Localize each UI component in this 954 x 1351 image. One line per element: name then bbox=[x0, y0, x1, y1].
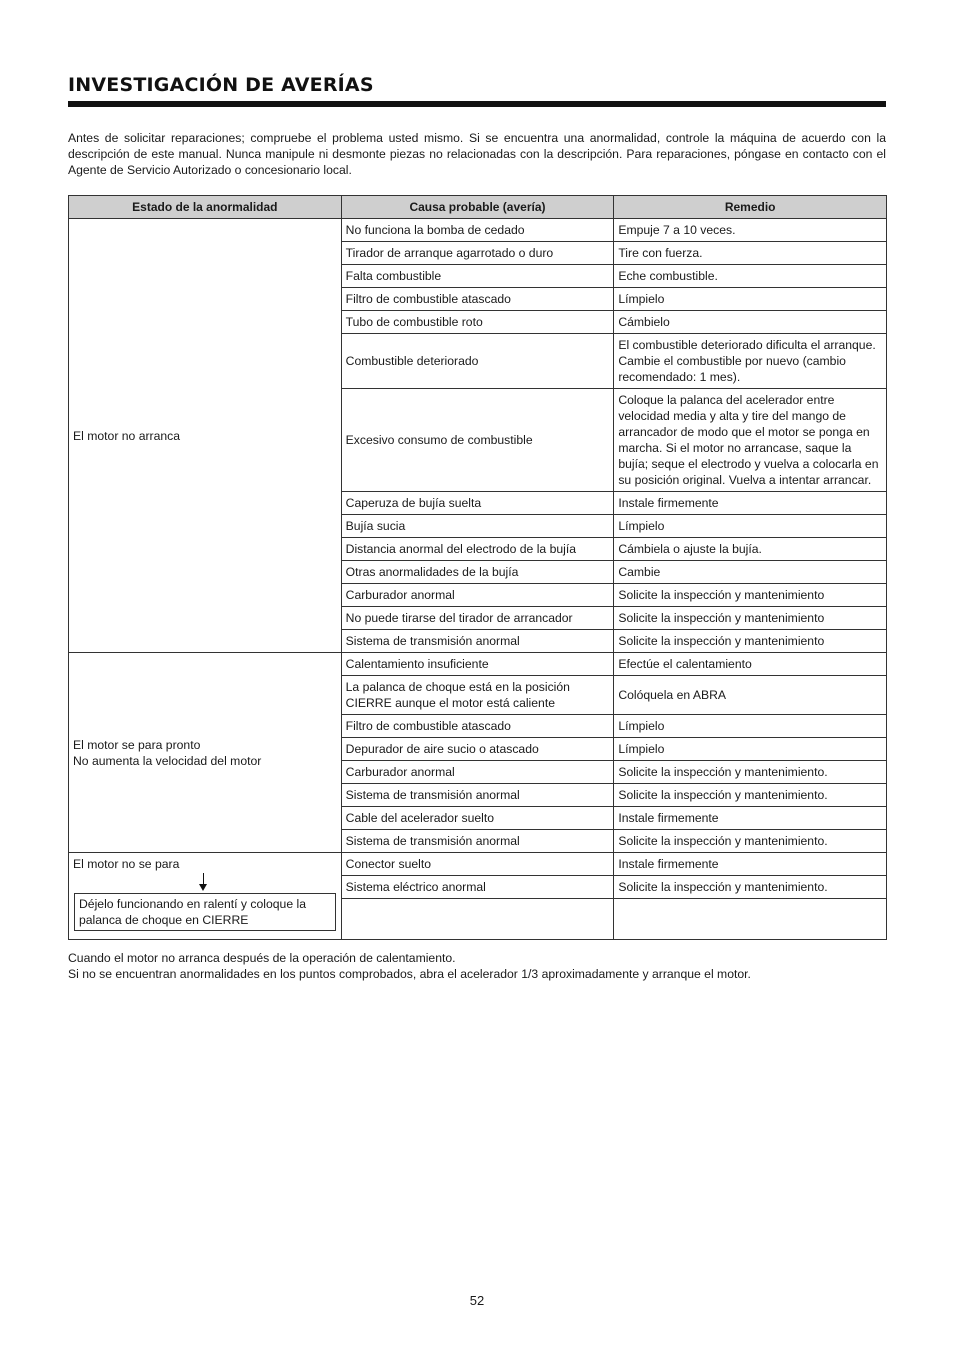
table-row bbox=[69, 219, 887, 242]
table-header-row bbox=[69, 196, 887, 219]
state-cell-no-start: El motor no arranca bbox=[69, 219, 342, 653]
page-number: 52 bbox=[469, 1293, 485, 1308]
remedy-cell: Solicite la inspección y mantenimiento. bbox=[614, 784, 887, 807]
state-cell-stops-soon bbox=[69, 653, 342, 853]
table-row bbox=[69, 853, 887, 876]
remedy-cell: Solicite la inspección y mantenimiento. bbox=[614, 830, 887, 853]
cause-cell: Filtro de combustible atascado bbox=[341, 715, 614, 738]
remedy-cell: Límpielo bbox=[614, 715, 887, 738]
remedy-cell: Instale firmemente bbox=[614, 853, 887, 876]
cause-cell: Carburador anormal bbox=[341, 584, 614, 607]
remedy-cell: Solicite la inspección y mantenimiento. bbox=[614, 876, 887, 899]
header-remedy: Remedio bbox=[614, 196, 887, 219]
footnotes bbox=[68, 950, 898, 982]
cause-cell: Distancia anormal del electrodo de la bujía bbox=[341, 538, 614, 561]
remedy-cell: Cambie bbox=[614, 561, 887, 584]
remedy-cell: Solicite la inspección y mantenimiento bbox=[614, 630, 887, 653]
remedy-cell: Instale firmemente bbox=[614, 807, 887, 830]
cause-cell: Falta combustible bbox=[341, 265, 614, 288]
remedy-cell: Coloque la palanca del acelerador entre velocidad media y alta y tire del mango de arrancador de modo que el motor se ponga en marcha. Si el motor no arrancase, saque la bujía; seque el electrodo y vuelva a colocarla en su posición original. Vuelva a intentar arrancar. bbox=[614, 389, 887, 492]
remedy-cell: Límpielo bbox=[614, 515, 887, 538]
cause-cell: Conector suelto bbox=[341, 853, 614, 876]
cause-cell: Sistema de transmisión anormal bbox=[341, 630, 614, 653]
remedy-cell: Cámbielo bbox=[614, 311, 887, 334]
cause-cell: Depurador de aire sucio o atascado bbox=[341, 738, 614, 761]
cause-cell: Tirador de arranque agarrotado o duro bbox=[341, 242, 614, 265]
header-cause: Causa probable (avería) bbox=[341, 196, 614, 219]
cause-cell: No puede tirarse del tirador de arrancador bbox=[341, 607, 614, 630]
cause-cell: Carburador anormal bbox=[341, 761, 614, 784]
state-cell-no-stop bbox=[69, 853, 342, 940]
cause-cell: Sistema de transmisión anormal bbox=[341, 784, 614, 807]
remedy-cell: Solicite la inspección y mantenimiento. bbox=[614, 761, 887, 784]
remedy-cell: Límpielo bbox=[614, 738, 887, 761]
cause-cell: Calentamiento insuficiente bbox=[341, 653, 614, 676]
instruction-box: Déjelo funcionando en ralentí y coloque la palanca de choque en CIERRE bbox=[74, 893, 336, 931]
cause-cell: Filtro de combustible atascado bbox=[341, 288, 614, 311]
page-title: INVESTIGACIÓN DE AVERÍAS bbox=[68, 74, 374, 96]
remedy-cell: Cámbiela o ajuste la bujía. bbox=[614, 538, 887, 561]
arrowhead-icon bbox=[199, 884, 207, 891]
title-rule bbox=[68, 101, 886, 107]
remedy-cell: Solicite la inspección y mantenimiento bbox=[614, 584, 887, 607]
remedy-cell: Efectúe el calentamiento bbox=[614, 653, 887, 676]
state-cell-content bbox=[69, 853, 341, 937]
remedy-cell: Tire con fuerza. bbox=[614, 242, 887, 265]
table-row bbox=[69, 653, 887, 676]
cause-cell: Combustible deteriorado bbox=[341, 334, 614, 389]
remedy-cell: Empuje 7 a 10 veces. bbox=[614, 219, 887, 242]
state-line: El motor se para pronto bbox=[73, 737, 201, 752]
header-state: Estado de la anormalidad bbox=[69, 196, 342, 219]
remedy-cell: Colóquela en ABRA bbox=[614, 676, 887, 715]
remedy-cell: Instale firmemente bbox=[614, 492, 887, 515]
cause-cell: Cable del acelerador suelto bbox=[341, 807, 614, 830]
state-line: No aumenta la velocidad del motor bbox=[73, 753, 262, 768]
remedy-cell: Solicite la inspección y mantenimiento bbox=[614, 607, 887, 630]
cause-cell: Otras anormalidades de la bujía bbox=[341, 561, 614, 584]
cause-cell: La palanca de choque está en la posición CIERRE aunque el motor está caliente bbox=[341, 676, 614, 715]
empty-cause-cell bbox=[341, 899, 614, 940]
cause-cell: Sistema eléctrico anormal bbox=[341, 876, 614, 899]
cause-cell: Excesivo consumo de combustible bbox=[341, 389, 614, 492]
cause-cell: No funciona la bomba de cedado bbox=[341, 219, 614, 242]
troubleshooting-table bbox=[68, 195, 887, 940]
cause-cell: Sistema de transmisión anormal bbox=[341, 830, 614, 853]
footnote-line: Si no se encuentran anormalidades en los puntos comprobados, abra el acelerador 1/3 aproximadamente y arranque el motor. bbox=[68, 967, 751, 981]
remedy-cell: Límpielo bbox=[614, 288, 887, 311]
cause-cell: Bujía sucia bbox=[341, 515, 614, 538]
intro-paragraph: Antes de solicitar reparaciones; compruebe el problema usted mismo. Si se encuentra una anormalidad, controle la máquina de acuerdo con la descripción de este manual. Nunca manipule ni desmonte piezas no relacionadas con la descripción. Para reparaciones, póngase en contacto con el Agente de Servicio Autorizado o concesionario local. bbox=[68, 131, 886, 177]
cause-cell: Caperuza de bujía suelta bbox=[341, 492, 614, 515]
remedy-cell: Eche combustible. bbox=[614, 265, 887, 288]
cause-cell: Tubo de combustible roto bbox=[341, 311, 614, 334]
state-label: El motor no se para bbox=[73, 857, 180, 871]
empty-remedy-cell bbox=[614, 899, 887, 940]
remedy-cell: El combustible deteriorado dificulta el arranque. Cambie el combustible por nuevo (cambio recomendado: 1 mes). bbox=[614, 334, 887, 389]
footnote-line: Cuando el motor no arranca después de la operación de calentamiento. bbox=[68, 951, 456, 965]
